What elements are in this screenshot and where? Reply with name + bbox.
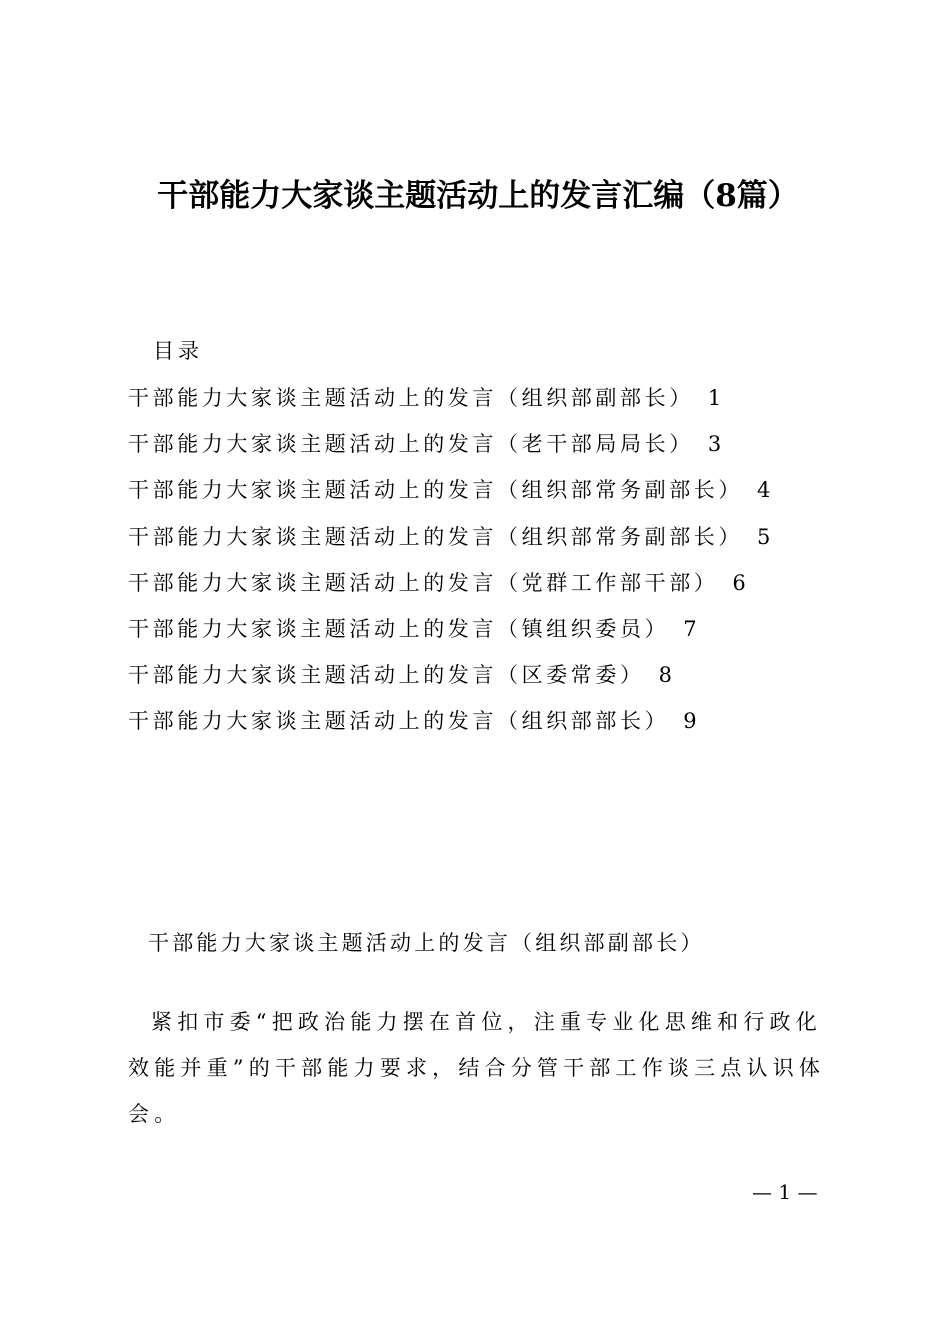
toc-item[interactable] <box>128 658 770 704</box>
section-title: 干部能力大家谈主题活动上的发言（组织部副部长） <box>148 931 705 955</box>
document-title: 干部能力大家谈主题活动上的发言汇编（8篇） <box>157 178 799 214</box>
toc-item-page: 5 <box>757 524 771 549</box>
toc-item[interactable] <box>128 473 770 519</box>
toc-item-page: 8 <box>658 663 672 688</box>
body-paragraph: 紧扣市委“把政治能力摆在首位，注重专业化思维和行政化效能并重”的干部能力要求，结合分管干部工作谈三点认识体会。 <box>128 1010 826 1126</box>
toc-item-label: 干部能力大家谈主题活动上的发言（组织部常务副部长） <box>128 478 743 503</box>
toc-item[interactable] <box>128 427 770 473</box>
toc-item[interactable] <box>128 566 770 612</box>
toc-item-label: 干部能力大家谈主题活动上的发言（组织部常务副部长） <box>128 524 743 549</box>
toc-item-label: 干部能力大家谈主题活动上的发言（组织部部长） <box>128 709 670 734</box>
toc-item-label: 干部能力大家谈主题活动上的发言（区委常委） <box>128 663 645 688</box>
toc-heading: 目录 <box>153 339 203 363</box>
toc-item[interactable] <box>128 704 770 750</box>
toc-item-page: 7 <box>683 616 697 641</box>
toc-item-page: 9 <box>683 709 697 734</box>
toc-item-label: 干部能力大家谈主题活动上的发言（组织部副部长） <box>128 386 694 410</box>
page-number: — 1 — <box>752 1180 818 1204</box>
toc-item-page: 6 <box>732 570 746 595</box>
toc-item-page: 4 <box>757 478 771 503</box>
toc-item-page: 1 <box>707 386 722 410</box>
table-of-contents <box>128 381 770 751</box>
toc-item-page: 3 <box>707 432 722 457</box>
toc-item-label: 干部能力大家谈主题活动上的发言（老干部局局长） <box>128 432 694 457</box>
toc-item[interactable] <box>128 520 770 566</box>
toc-item[interactable] <box>128 612 770 658</box>
toc-item-label: 干部能力大家谈主题活动上的发言（党群工作部干部） <box>128 570 719 595</box>
toc-item[interactable] <box>128 381 770 427</box>
toc-item-label: 干部能力大家谈主题活动上的发言（镇组织委员） <box>128 616 670 641</box>
